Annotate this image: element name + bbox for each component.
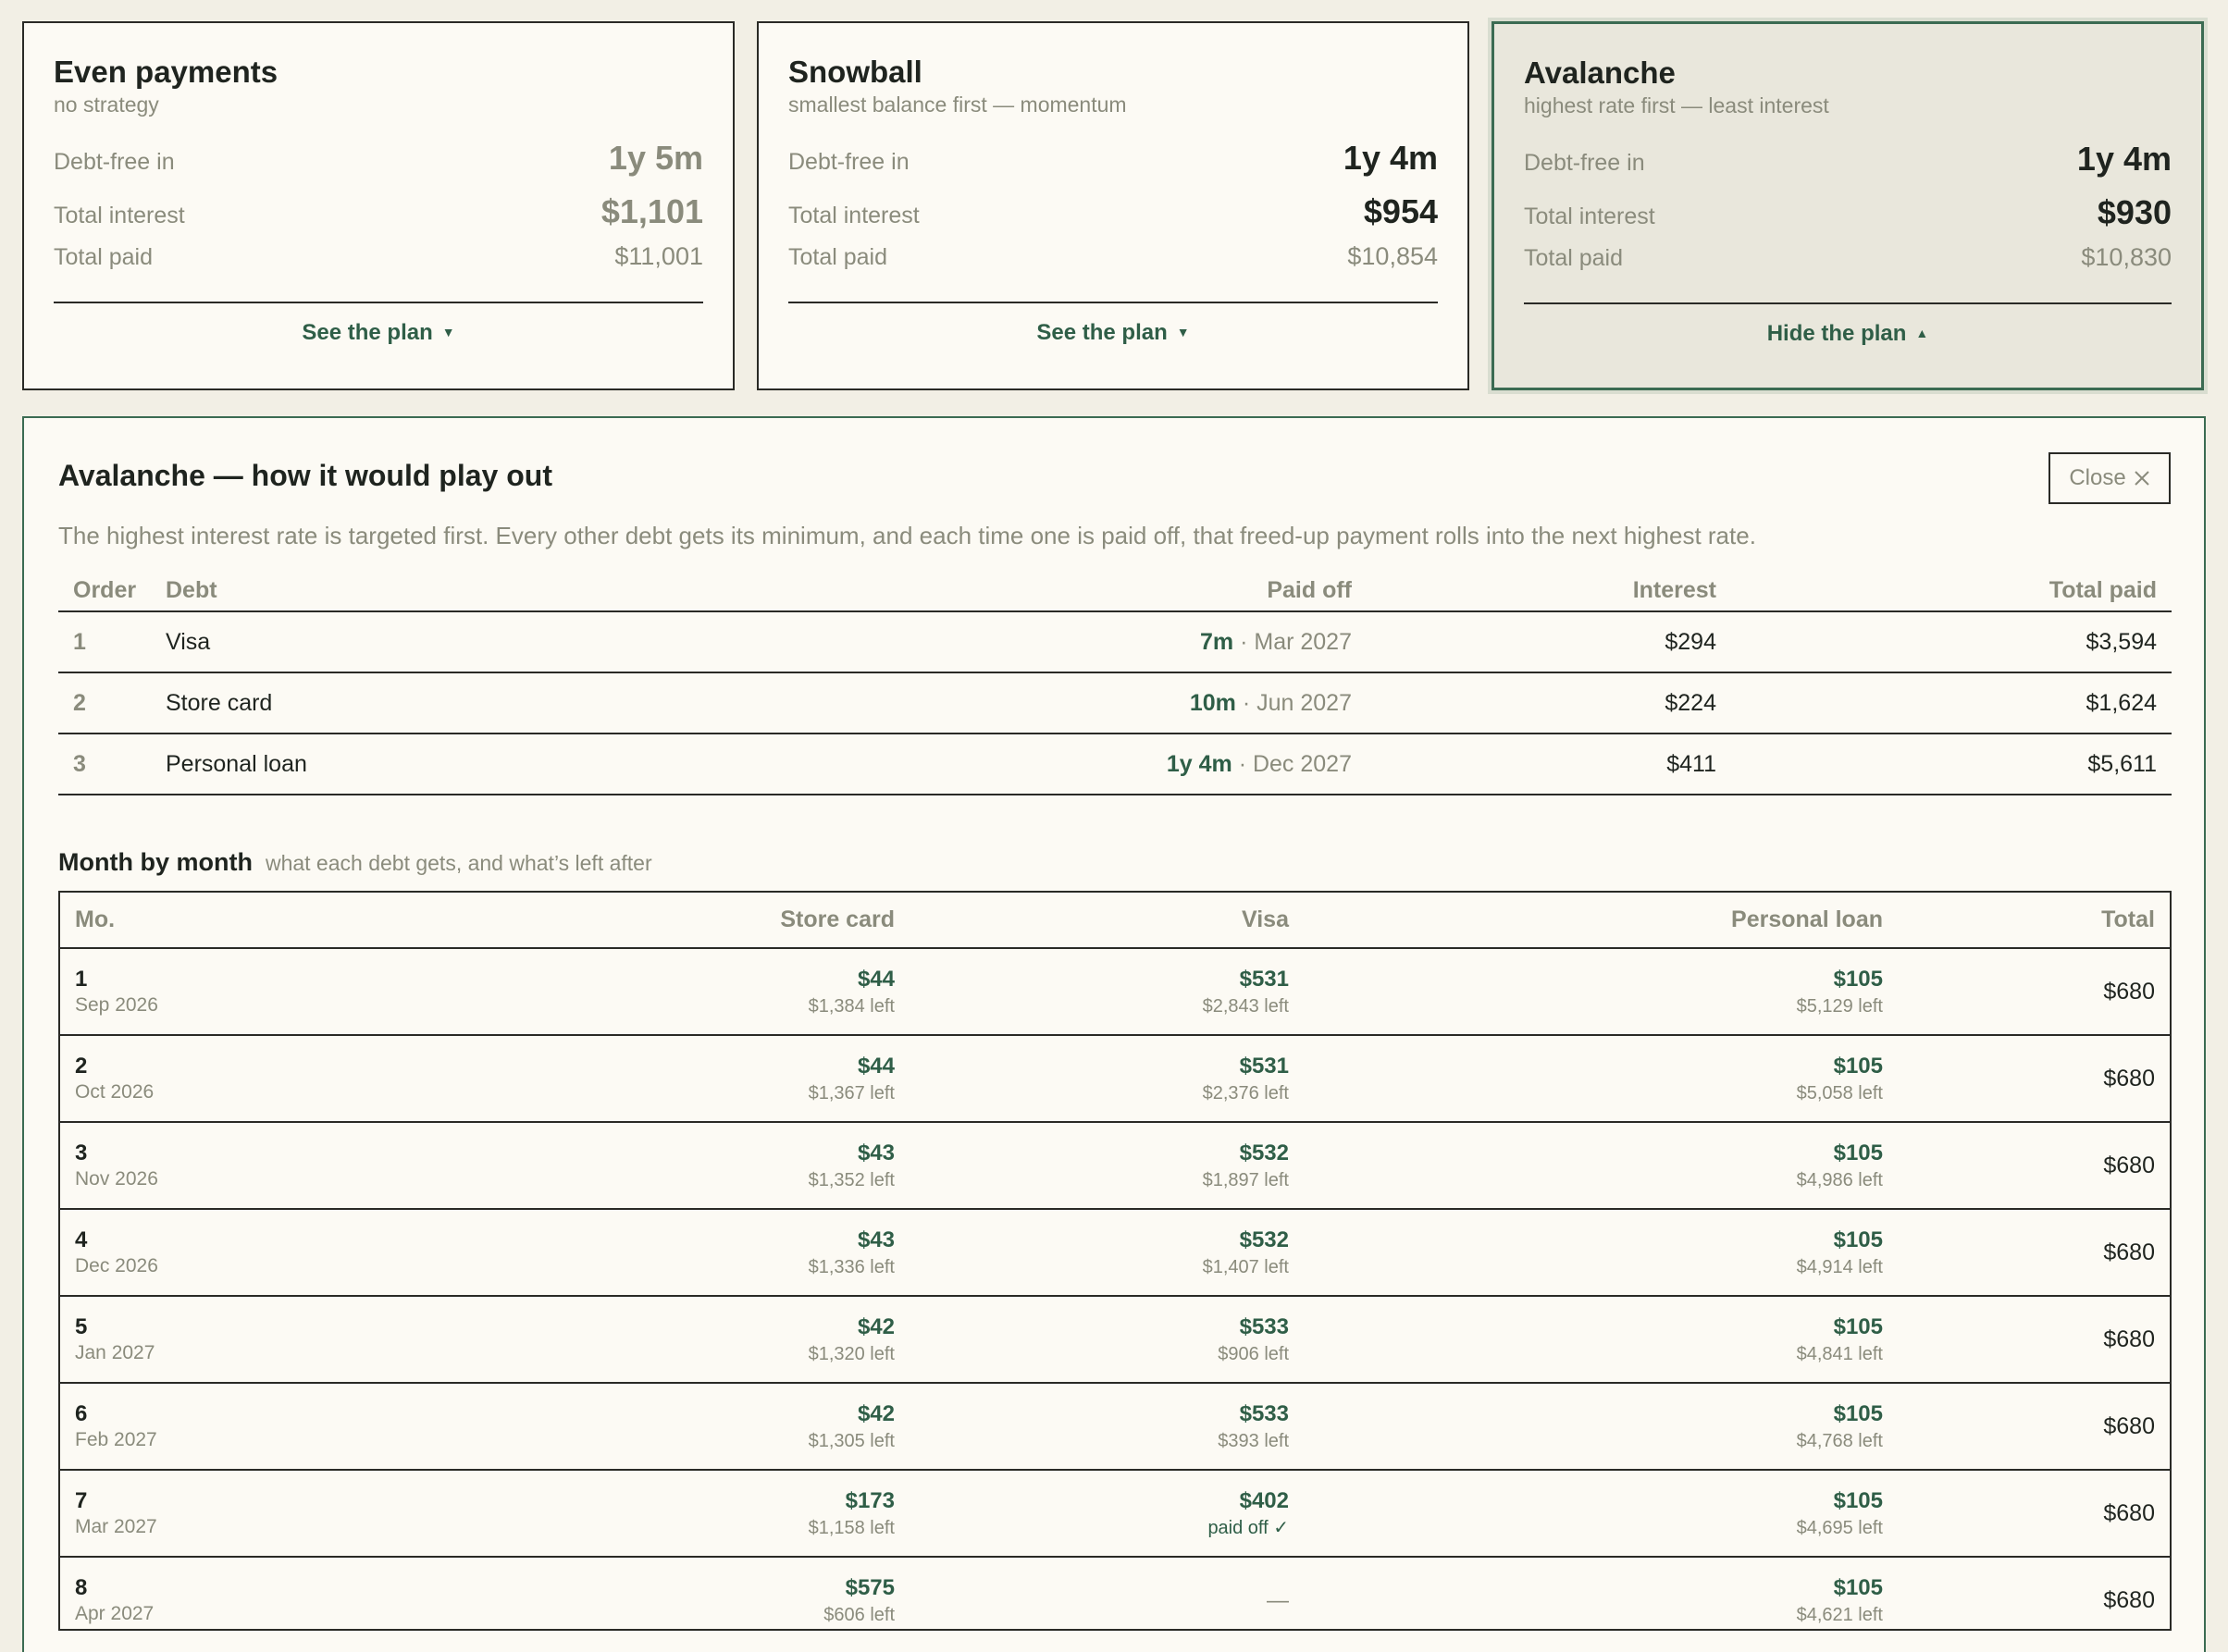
debt-name: Visa xyxy=(166,629,211,655)
month-total: $680 xyxy=(2103,1587,2155,1613)
divider xyxy=(1524,302,2172,304)
paid-off-date: Mar 2027 xyxy=(1254,629,1352,655)
table-header xyxy=(60,893,2170,949)
table-row xyxy=(60,1471,2170,1558)
personal-loan-amount: $105 xyxy=(1833,1140,1883,1165)
mbm-subtitle: what each debt gets, and what’s left after xyxy=(265,851,652,875)
payoff-order-table xyxy=(58,572,2172,795)
total-paid-label: Total paid xyxy=(54,244,154,270)
store-card-remaining: $1,320 left xyxy=(808,1344,895,1364)
visa-cell xyxy=(1218,1400,1289,1454)
month-cell xyxy=(75,1574,154,1626)
visa-cell xyxy=(1267,1574,1289,1615)
mbm-title: Month by month xyxy=(58,848,253,876)
col-order: Order xyxy=(73,577,137,603)
interest-value: $1,101 xyxy=(600,192,703,230)
total-paid-cell: $3,594 xyxy=(2086,629,2157,655)
month-date: Dec 2026 xyxy=(75,1255,158,1276)
month-date: Jan 2027 xyxy=(75,1342,155,1363)
month-rows xyxy=(60,949,2170,1631)
visa-amount: $532 xyxy=(1239,1227,1289,1252)
table-row xyxy=(58,612,2172,673)
col-interest: Interest xyxy=(1632,577,1716,603)
strategy-card-even xyxy=(22,21,735,390)
card-subtitle: no strategy xyxy=(54,92,159,117)
card-subtitle: smallest balance first — momentum xyxy=(788,92,1127,117)
paid-off-duration: 7m xyxy=(1200,629,1234,655)
debt-free-label: Debt-free in xyxy=(54,149,175,175)
month-by-month-table[interactable] xyxy=(58,891,2172,1631)
month-by-month-heading xyxy=(58,848,652,877)
interest-label: Total interest xyxy=(54,203,185,228)
month-total: $680 xyxy=(2103,1066,2155,1091)
personal-loan-remaining: $4,695 left xyxy=(1796,1518,1883,1538)
store-card-amount: $173 xyxy=(845,1488,895,1513)
paid-off-cell xyxy=(1190,690,1352,717)
table-row xyxy=(60,1036,2170,1123)
personal-loan-remaining: $4,621 left xyxy=(1796,1605,1883,1625)
month-cell xyxy=(75,1400,157,1452)
table-row xyxy=(60,949,2170,1036)
store-card-remaining: $1,158 left xyxy=(808,1518,895,1538)
total-paid-label: Total paid xyxy=(788,244,888,270)
separator: · xyxy=(1238,751,1247,777)
visa-amount: $533 xyxy=(1239,1401,1289,1426)
month-date: Feb 2027 xyxy=(75,1429,157,1450)
personal-loan-cell xyxy=(1797,1227,1883,1280)
month-cell xyxy=(75,966,158,1017)
store-card-remaining: $1,336 left xyxy=(808,1257,895,1277)
store-card-amount: $42 xyxy=(857,1314,895,1339)
panel-title: Avalanche — how it would play out xyxy=(58,459,552,492)
personal-loan-remaining: $4,914 left xyxy=(1796,1257,1883,1277)
debt-name: Store card xyxy=(166,690,273,716)
interest-value: $954 xyxy=(1363,192,1438,230)
col-month: Mo. xyxy=(75,906,116,932)
hide-plan-button[interactable] xyxy=(1524,321,2172,347)
month-total: $680 xyxy=(2103,1153,2155,1178)
paid-off-date: Jun 2027 xyxy=(1256,690,1352,716)
card-subtitle: highest rate first — least interest xyxy=(1524,93,1829,117)
personal-loan-amount: $105 xyxy=(1833,1401,1883,1426)
visa-remaining: $2,376 left xyxy=(1202,1083,1289,1103)
month-cell xyxy=(75,1053,154,1104)
total-paid-value: $10,854 xyxy=(1347,242,1438,270)
month-number: 4 xyxy=(75,1227,88,1252)
caret-down-icon: ▼ xyxy=(441,325,455,339)
store-card-cell xyxy=(823,1574,895,1628)
col-total: Total xyxy=(2101,906,2155,932)
personal-loan-amount: $105 xyxy=(1833,1227,1883,1252)
table-row xyxy=(60,1123,2170,1210)
store-card-remaining: $606 left xyxy=(823,1605,895,1625)
month-number: 6 xyxy=(75,1401,88,1426)
month-date: Oct 2026 xyxy=(75,1081,155,1103)
visa-cell xyxy=(1203,966,1289,1019)
table-row xyxy=(60,1558,2170,1631)
panel-description: The highest interest rate is targeted first. Every other debt gets its minimum, and each time one is paid off, that freed-up payment rolls into the next highest rate. xyxy=(58,522,1756,549)
visa-cell xyxy=(1218,1313,1289,1367)
separator: · xyxy=(1240,629,1248,655)
col-visa: Visa xyxy=(1242,906,1289,932)
paid-off-duration: 10m xyxy=(1189,690,1236,716)
store-card-remaining: $1,305 left xyxy=(808,1431,895,1451)
debt-free-value: 1y 4m xyxy=(1343,139,1438,177)
col-store-card: Store card xyxy=(780,906,895,932)
personal-loan-amount: $105 xyxy=(1833,1575,1883,1600)
month-cell xyxy=(75,1140,158,1191)
month-total: $680 xyxy=(2103,1500,2155,1526)
debt-free-label: Debt-free in xyxy=(1524,150,1645,176)
visa-amount: $533 xyxy=(1239,1314,1289,1339)
personal-loan-amount: $105 xyxy=(1833,967,1883,992)
close-button[interactable] xyxy=(2049,452,2171,504)
store-card-remaining: $1,367 left xyxy=(808,1083,895,1103)
debt-free-value: 1y 4m xyxy=(2076,140,2172,178)
month-number: 7 xyxy=(75,1488,88,1513)
table-row xyxy=(58,734,2172,795)
divider xyxy=(54,302,703,303)
col-debt: Debt xyxy=(166,577,217,603)
store-card-cell xyxy=(809,1140,895,1193)
month-number: 5 xyxy=(75,1314,88,1339)
strategy-card-snowball xyxy=(757,21,1469,390)
store-card-amount: $42 xyxy=(857,1401,895,1426)
col-paid-off: Paid off xyxy=(1267,577,1352,603)
debt-free-value: 1y 5m xyxy=(608,139,703,177)
personal-loan-cell xyxy=(1797,1574,1883,1628)
personal-loan-cell xyxy=(1797,966,1883,1019)
personal-loan-remaining: $5,129 left xyxy=(1796,996,1883,1017)
visa-cell xyxy=(1203,1227,1289,1280)
personal-loan-cell xyxy=(1797,1400,1883,1454)
interest-value: $930 xyxy=(2097,193,2172,231)
hide-plan-label: Hide the plan xyxy=(1766,321,1907,346)
month-cell xyxy=(75,1313,155,1365)
personal-loan-amount: $105 xyxy=(1833,1488,1883,1513)
visa-remaining: paid off ✓ xyxy=(1207,1518,1289,1538)
close-icon xyxy=(2134,470,2150,487)
store-card-remaining: $1,352 left xyxy=(808,1170,895,1190)
separator: · xyxy=(1242,690,1251,716)
close-label: Close xyxy=(2069,465,2126,490)
visa-remaining: $1,897 left xyxy=(1202,1170,1289,1190)
month-date: Apr 2027 xyxy=(75,1603,155,1624)
debt-free-label: Debt-free in xyxy=(788,149,910,175)
total-paid-cell: $1,624 xyxy=(2086,690,2157,716)
store-card-cell xyxy=(809,1227,895,1280)
month-total: $680 xyxy=(2103,1326,2155,1352)
personal-loan-cell xyxy=(1797,1140,1883,1193)
personal-loan-remaining: $4,841 left xyxy=(1796,1344,1883,1364)
store-card-remaining: $1,384 left xyxy=(808,996,895,1017)
personal-loan-remaining: $4,986 left xyxy=(1796,1170,1883,1190)
store-card-amount: $43 xyxy=(857,1227,895,1252)
table-header xyxy=(58,572,2172,612)
total-paid-label: Total paid xyxy=(1524,245,1624,271)
month-number: 2 xyxy=(75,1054,88,1079)
personal-loan-amount: $105 xyxy=(1833,1314,1883,1339)
personal-loan-cell xyxy=(1797,1313,1883,1367)
store-card-cell xyxy=(809,1400,895,1454)
table-row xyxy=(60,1384,2170,1471)
visa-cell xyxy=(1203,1053,1289,1106)
paid-off-cell xyxy=(1200,629,1352,656)
visa-amount: $531 xyxy=(1239,967,1289,992)
caret-down-icon: ▼ xyxy=(1176,325,1190,339)
see-plan-label: See the plan xyxy=(1036,320,1168,345)
visa-remaining: $393 left xyxy=(1218,1431,1289,1451)
order-number: 1 xyxy=(73,629,86,655)
visa-cell xyxy=(1203,1140,1289,1193)
plan-detail-panel xyxy=(22,416,2206,1652)
see-plan-button[interactable] xyxy=(54,320,703,346)
visa-amount: — xyxy=(1267,1588,1289,1613)
col-total-paid: Total paid xyxy=(2049,577,2157,603)
month-total: $680 xyxy=(2103,979,2155,1005)
visa-remaining: $2,843 left xyxy=(1202,996,1289,1017)
interest-cell: $224 xyxy=(1665,690,1716,716)
paid-off-date: Dec 2027 xyxy=(1252,751,1352,777)
store-card-amount: $44 xyxy=(857,1054,895,1079)
store-card-cell xyxy=(809,1313,895,1367)
total-paid-value: $11,001 xyxy=(614,242,703,270)
card-title: Even payments xyxy=(54,55,278,89)
see-plan-label: See the plan xyxy=(302,320,433,345)
caret-up-icon: ▲ xyxy=(1915,326,1929,340)
store-card-cell xyxy=(809,1487,895,1541)
month-date: Mar 2027 xyxy=(75,1516,157,1537)
interest-cell: $294 xyxy=(1665,629,1716,655)
store-card-amount: $44 xyxy=(857,967,895,992)
visa-remaining: $906 left xyxy=(1218,1344,1289,1364)
visa-amount: $531 xyxy=(1239,1054,1289,1079)
store-card-amount: $575 xyxy=(845,1575,895,1600)
visa-amount: $402 xyxy=(1239,1488,1289,1513)
month-total: $680 xyxy=(2103,1239,2155,1265)
visa-cell xyxy=(1207,1487,1289,1541)
divider xyxy=(788,302,1438,303)
order-number: 3 xyxy=(73,751,86,777)
card-title: Snowball xyxy=(788,55,922,89)
table-row xyxy=(60,1297,2170,1384)
month-cell xyxy=(75,1487,157,1539)
personal-loan-remaining: $5,058 left xyxy=(1796,1083,1883,1103)
personal-loan-cell xyxy=(1797,1053,1883,1106)
interest-label: Total interest xyxy=(1524,203,1655,229)
personal-loan-amount: $105 xyxy=(1833,1054,1883,1079)
paid-off-cell xyxy=(1167,751,1352,778)
month-number: 8 xyxy=(75,1575,88,1600)
personal-loan-remaining: $4,768 left xyxy=(1796,1431,1883,1451)
personal-loan-cell xyxy=(1797,1487,1883,1541)
month-number: 1 xyxy=(75,967,88,992)
see-plan-button[interactable] xyxy=(788,320,1438,346)
store-card-amount: $43 xyxy=(857,1140,895,1165)
total-paid-value: $10,830 xyxy=(2081,243,2172,271)
month-date: Nov 2026 xyxy=(75,1168,158,1190)
card-title: Avalanche xyxy=(1524,55,1676,90)
strategy-cards xyxy=(22,21,2206,390)
month-total: $680 xyxy=(2103,1413,2155,1439)
interest-cell: $411 xyxy=(1666,751,1716,777)
col-personal-loan: Personal loan xyxy=(1731,906,1883,932)
debt-name: Personal loan xyxy=(166,751,307,777)
store-card-cell xyxy=(809,1053,895,1106)
interest-label: Total interest xyxy=(788,203,920,228)
store-card-cell xyxy=(809,966,895,1019)
visa-amount: $532 xyxy=(1239,1140,1289,1165)
strategy-card-avalanche xyxy=(1492,21,2204,390)
month-date: Sep 2026 xyxy=(75,994,158,1016)
total-paid-cell: $5,611 xyxy=(2087,751,2157,777)
table-row xyxy=(58,673,2172,734)
table-row xyxy=(60,1210,2170,1297)
paid-off-duration: 1y 4m xyxy=(1166,751,1232,777)
visa-remaining: $1,407 left xyxy=(1202,1257,1289,1277)
order-number: 2 xyxy=(73,690,86,716)
month-number: 3 xyxy=(75,1140,88,1165)
month-cell xyxy=(75,1227,158,1278)
